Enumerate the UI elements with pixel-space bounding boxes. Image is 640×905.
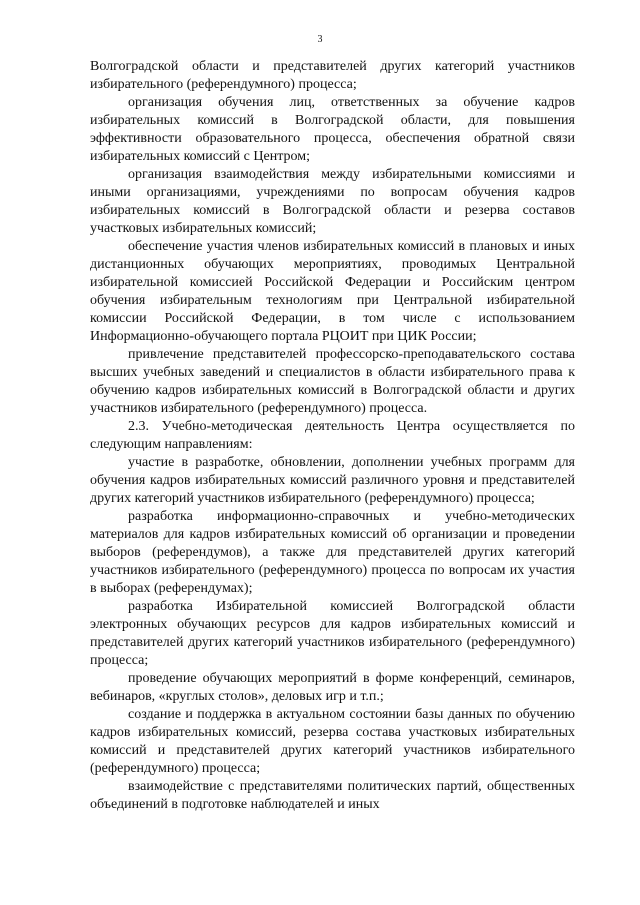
document-body (90, 58, 575, 814)
paragraph: проведение обучающих мероприятий в форме конференций, семинаров, вебинаров, «круглых столов», деловых игр и т.п.; (90, 671, 575, 704)
paragraph: организация обучения лиц, ответственных за обучение кадров избирательных комиссий в Волгоградской области, для повышения эффективности образовательного процесса, обеспечения обратной связи избирательных комиссий с Центром; (90, 95, 575, 164)
paragraph: создание и поддержка в актуальном состоянии базы данных по обучению кадров избирательных комиссий, резерва состава участковых избирательных комиссий и представителей других категорий участников избирательного (референдумного) процесса; (90, 707, 575, 776)
paragraph: разработка Избирательной комиссией Волгоградской области электронных обучающих ресурсов для кадров избирательных комиссий и представителей других категорий участников избирательного (референдумного) процесса; (90, 599, 575, 668)
paragraph: Волгоградской области и представителей других категорий участников избирательного (референдумного) процесса; (90, 59, 575, 92)
page-number: 3 (317, 34, 323, 45)
paragraph: обеспечение участия членов избирательных комиссий в плановых и иных дистанционных обучающих мероприятиях, проводимых Центральной избирательной комиссией Российской Федерации и Российским центром обучения избирательным технологиям при Центральной избирательной комиссии Российской Федерации, в том числе с использованием Информационно-обучающего портала РЦОИТ при ЦИК России; (90, 239, 575, 344)
paragraph: участие в разработке, обновлении, дополнении учебных программ для обучения кадров избирательных комиссий различного уровня и представителей других категорий участников избирательного (референдумного) процесса; (90, 455, 575, 506)
section-heading-paragraph: 2.3. Учебно-методическая деятельность Центра осуществляется по следующим направлениям: (90, 419, 575, 452)
paragraph: разработка информационно-справочных и учебно-методических материалов для кадров избирательных комиссий об организации и проведении выборов (референдумов), а также для представителей других категорий участников избирательного (референдумного) процесса по вопросам их участия в выборах (референдумах); (90, 509, 575, 596)
paragraph: привлечение представителей профессорско-преподавательского состава высших учебных заведений и специалистов в области избирательного права к обучению кадров избирательных комиссий в Волгоградской области и других участников избирательного (референдумного) процесса. (90, 347, 575, 416)
paragraph: организация взаимодействия между избирательными комиссиями и иными организациями, учреждениями по вопросам обучения кадров избирательных комиссий в Волгоградской области и резерва составов участковых избирательных комиссий; (90, 167, 575, 236)
paragraph: взаимодействие с представителями политических партий, общественных объединений в подготовке наблюдателей и иных (90, 779, 575, 812)
